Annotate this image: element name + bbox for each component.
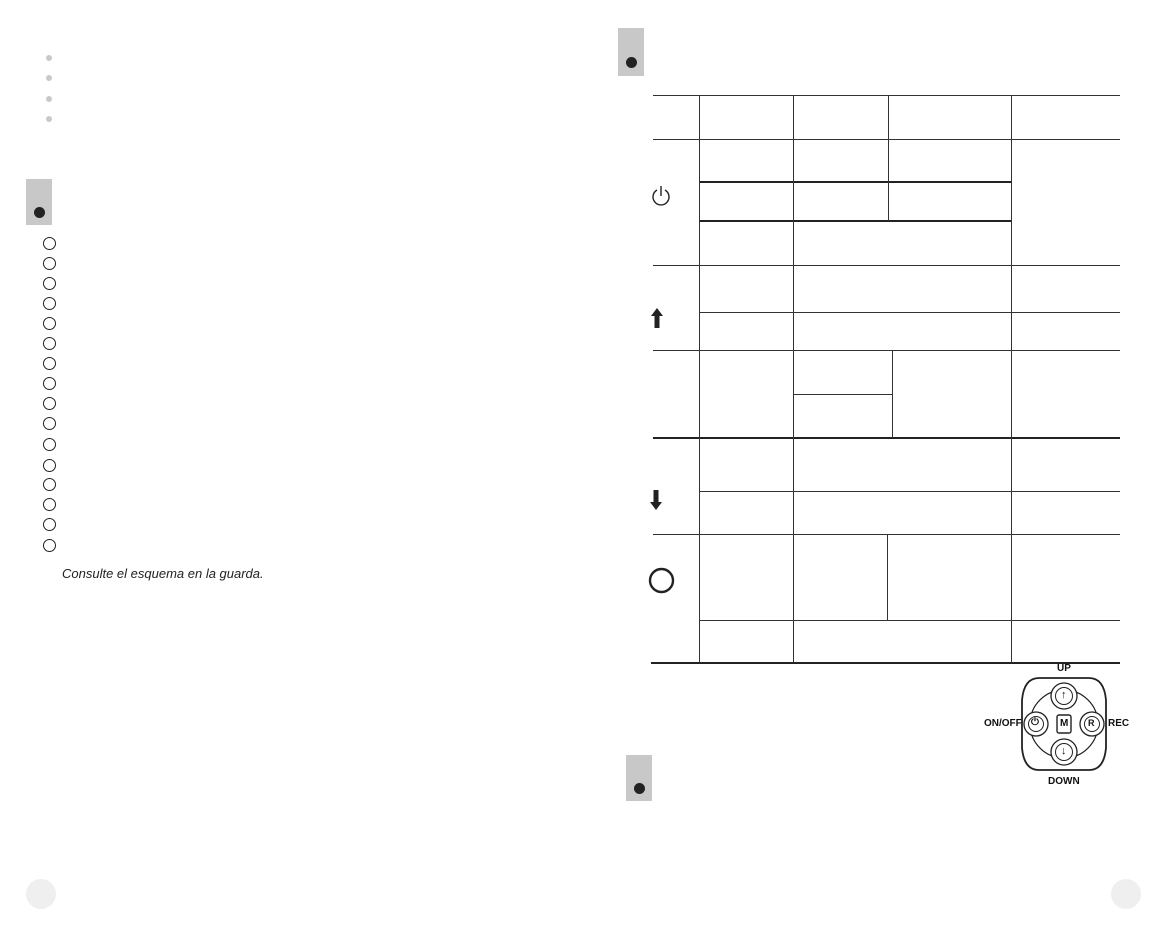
down-label: DOWN (1048, 776, 1080, 787)
list-number-circle (43, 337, 56, 350)
onoff-label: ON/OFF (984, 718, 1022, 729)
bullet-4 (46, 116, 52, 122)
scheme-note: Consulte el esquema en la guarda. (62, 566, 264, 581)
list-number-circle (43, 277, 56, 290)
section-marker (26, 179, 52, 225)
list-number-circle (43, 498, 56, 511)
list-number-circle (43, 438, 56, 451)
section-marker-bottom (626, 755, 652, 801)
list-number-circle (43, 518, 56, 531)
rec-label: REC (1108, 718, 1130, 729)
bullet-3 (46, 96, 52, 102)
list-number-circle (43, 357, 56, 370)
list-number-circle (43, 237, 56, 250)
list-number-circle (43, 478, 56, 491)
section-dot (34, 207, 45, 218)
page-number-right (1111, 879, 1141, 909)
menu-button-glyph[interactable]: M (1060, 718, 1069, 729)
power-button-glyph[interactable]: ⏻ (1031, 717, 1039, 728)
rec-circle-icon (648, 567, 675, 594)
power-icon (651, 185, 671, 207)
list-number-circle (43, 397, 56, 410)
bullet-1 (46, 55, 52, 61)
list-number-circle (43, 459, 56, 472)
page-number-left (26, 879, 56, 909)
bullet-2 (46, 75, 52, 81)
down-button-glyph[interactable]: ↓ (1061, 745, 1067, 757)
section-dot (634, 783, 645, 794)
list-number-circle (43, 539, 56, 552)
section-dot (626, 57, 637, 68)
section-marker-top (618, 28, 644, 76)
list-number-circle (43, 257, 56, 270)
rec-button-glyph[interactable]: R (1088, 718, 1095, 728)
list-number-circle (43, 317, 56, 330)
up-label: UP (1057, 663, 1071, 674)
up-button-glyph[interactable]: ↑ (1061, 689, 1067, 701)
list-number-circle (43, 417, 56, 430)
up-arrow-icon (650, 307, 664, 329)
down-arrow-icon (649, 489, 663, 511)
list-number-circle (43, 377, 56, 390)
list-number-circle (43, 297, 56, 310)
